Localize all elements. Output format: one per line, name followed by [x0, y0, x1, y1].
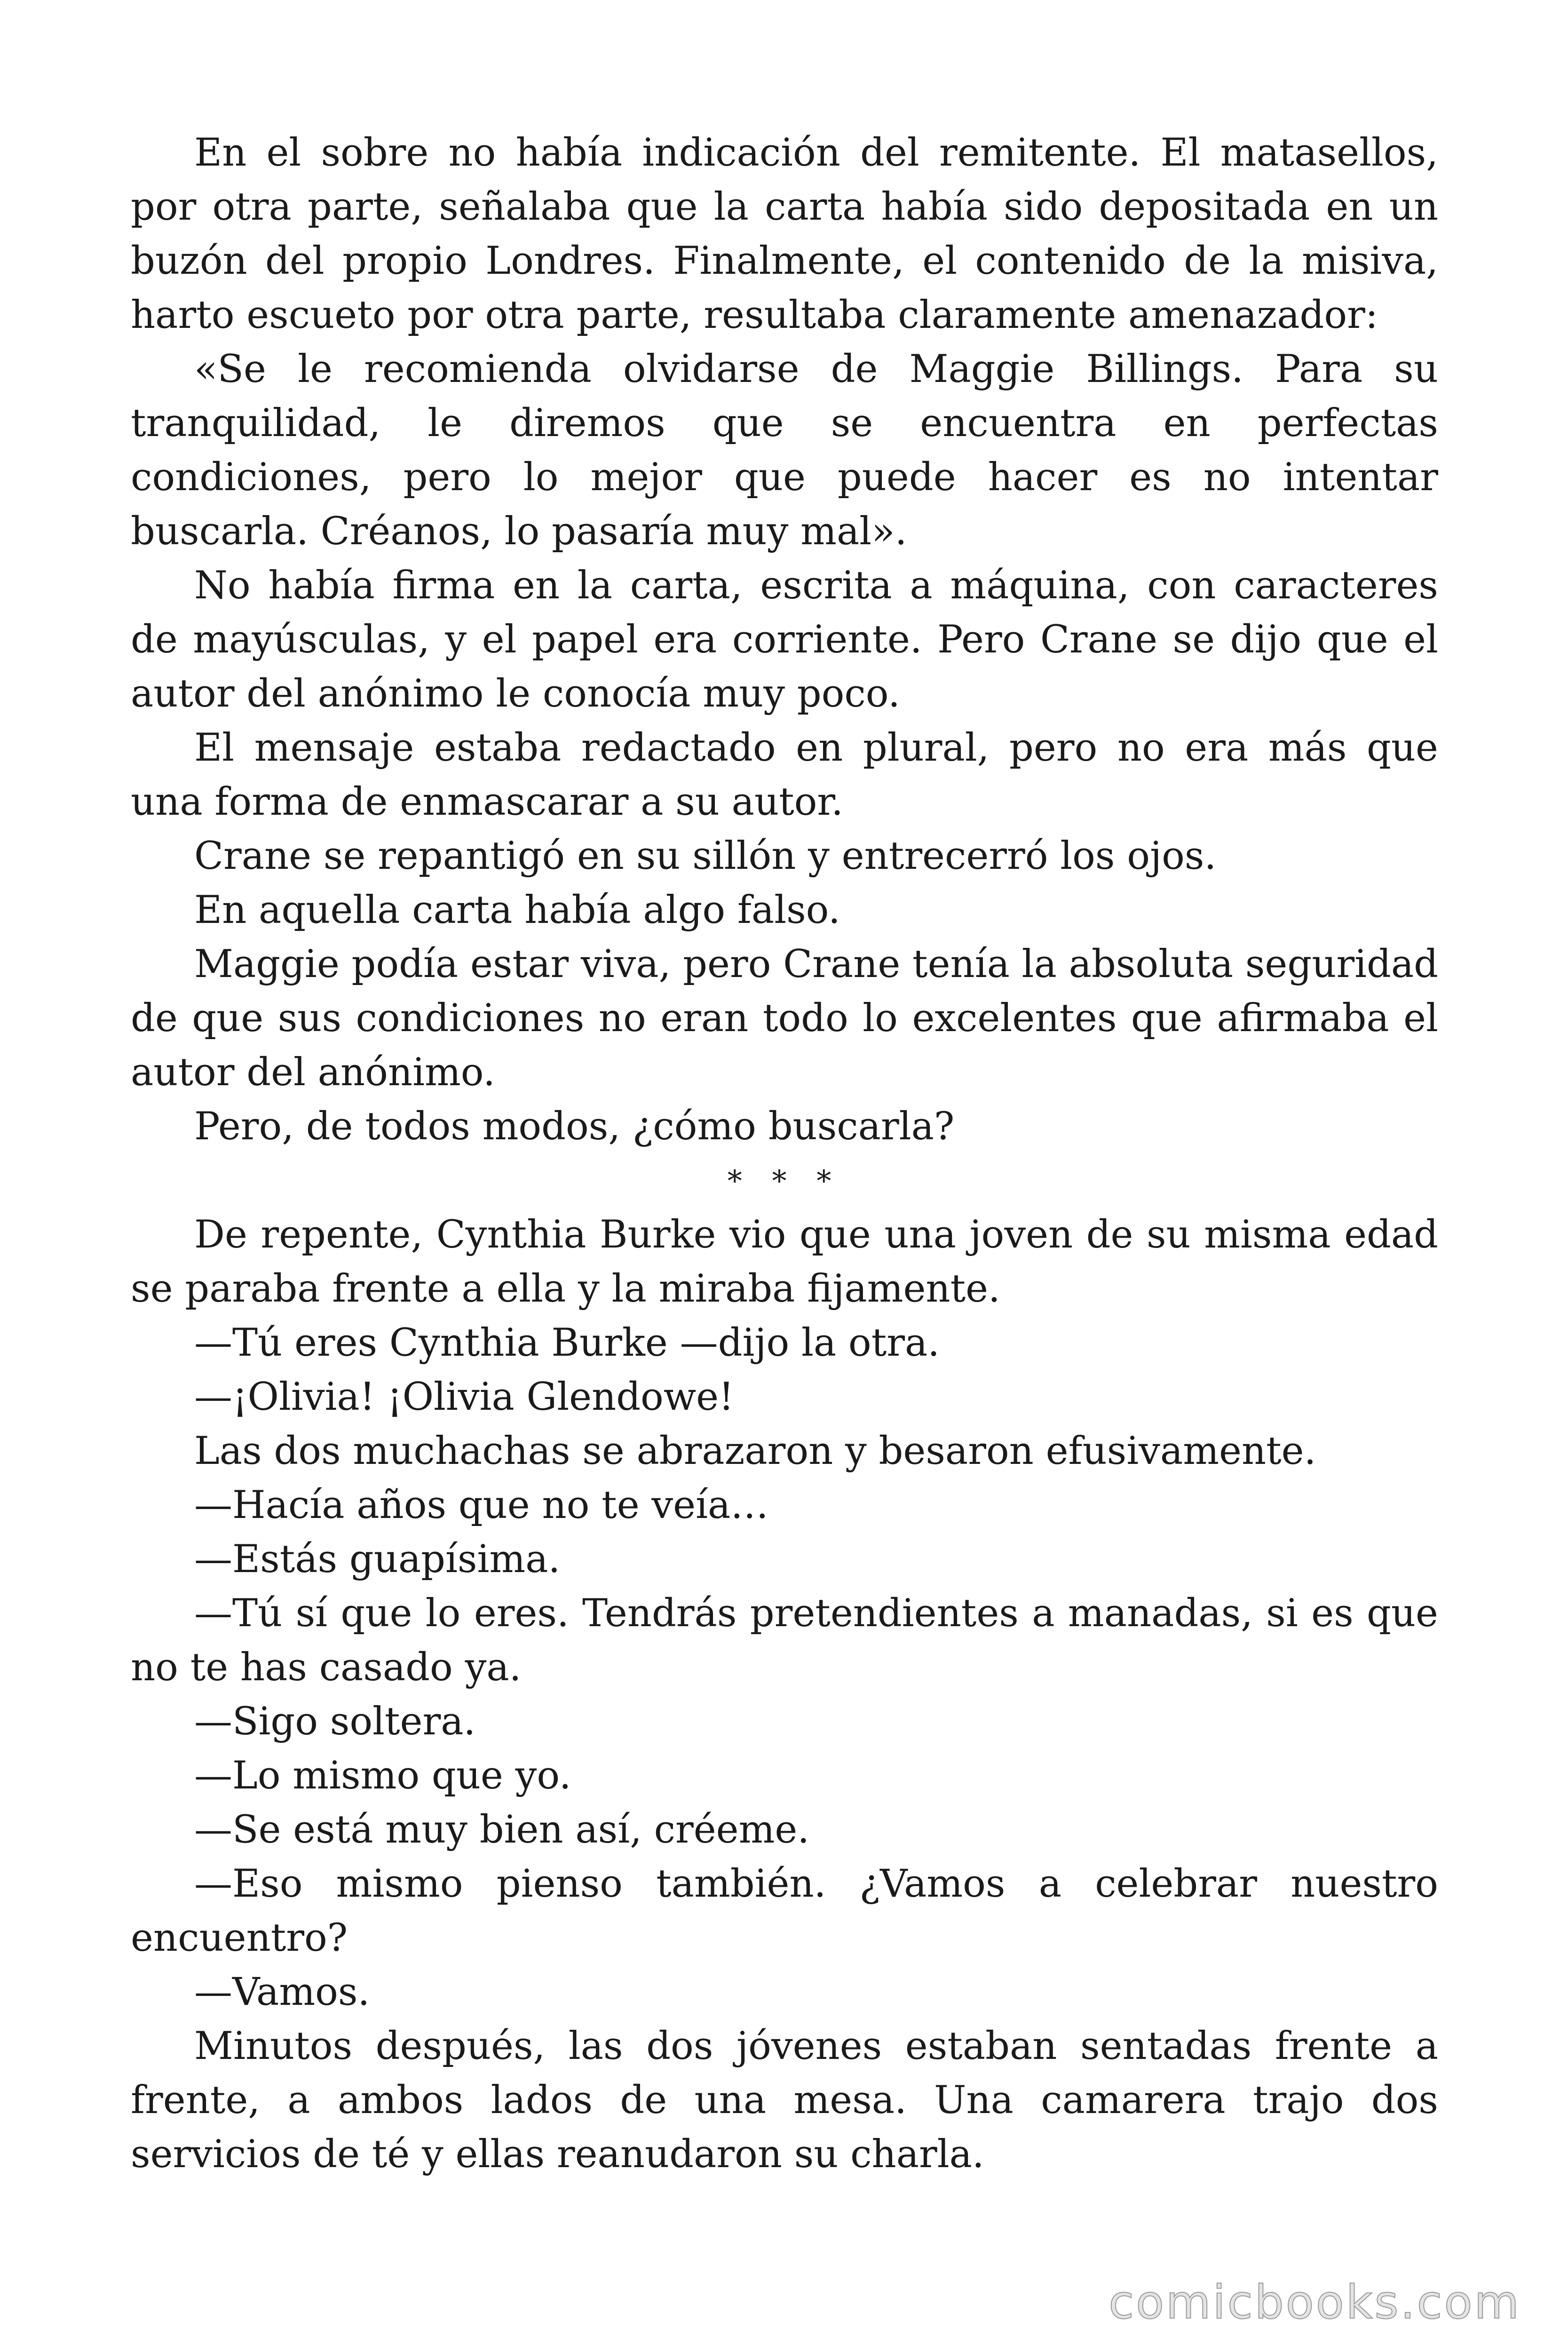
- scene-separator: * * *: [727, 1164, 842, 1198]
- watermark: comicbooks.com: [1109, 2276, 1521, 2329]
- dialogue-line: —¡Olivia! ¡Olivia Glendowe!: [194, 1375, 734, 1419]
- paragraph: Pero, de todos modos, ¿cómo buscarla?: [194, 1104, 955, 1149]
- dialogue-line: —Sigo soltera.: [194, 1700, 476, 1744]
- paragraph: Crane se repantigó en su sillón y entrecerró los ojos.: [194, 834, 1217, 878]
- dialogue-line: —Se está muy bien así, créeme.: [194, 1808, 810, 1852]
- paragraph: En aquella carta había algo falso.: [194, 888, 840, 932]
- paragraph: En el sobre no había indicación del remitente. El matasellos, por otra parte, señalaba que la carta había sido depositada en un buzón del propio Londres. Finalmente, el contenido de la misiva, harto escueto por otra parte, resultaba claramente amenazador:: [131, 131, 1438, 337]
- paragraph: El mensaje estaba redactado en plural, pero no era más que una forma de enmascarar a su autor.: [131, 726, 1438, 824]
- dialogue-line: —Estás guapísima.: [194, 1537, 561, 1581]
- dialogue-line: —Tú eres Cynthia Burke —dijo la otra.: [194, 1321, 940, 1365]
- paragraph: Las dos muchachas se abrazaron y besaron efusivamente.: [194, 1429, 1316, 1473]
- dialogue-line: —Vamos.: [194, 1970, 370, 2014]
- paragraph: «Se le recomienda olvidarse de Maggie Billings. Para su tranquilidad, le diremos que se encuentra en perfectas condiciones, pero lo mejor que puede hacer es no intentar buscarla. Créanos, lo pasaría muy mal».: [131, 347, 1438, 554]
- paragraph: De repente, Cynthia Burke vio que una joven de su misma edad se paraba frente a ella y la miraba fijamente.: [131, 1213, 1438, 1311]
- dialogue-line: —Tú sí que lo eres. Tendrás pretendientes a manadas, si es que no te has casado ya.: [131, 1591, 1438, 1690]
- dialogue-line: —Lo mismo que yo.: [194, 1754, 571, 1798]
- page-text: [131, 126, 1438, 2182]
- dialogue-line: —Hacía años que no te veía…: [194, 1483, 769, 1527]
- paragraph: No había firma en la carta, escrita a máquina, con caracteres de mayúsculas, y el papel era corriente. Pero Crane se dijo que el autor del anónimo le conocía muy poco.: [131, 564, 1438, 716]
- dialogue-line: —Eso mismo pienso también. ¿Vamos a celebrar nuestro encuentro?: [131, 1862, 1438, 1960]
- paragraph: Minutos después, las dos jóvenes estaban sentadas frente a frente, a ambos lados de una mesa. Una camarera trajo dos servicios de té y ellas reanudaron su charla.: [131, 2024, 1438, 2177]
- paragraph: Maggie podía estar viva, pero Crane tenía la absoluta seguridad de que sus condiciones no eran todo lo excelentes que afirmaba el autor del anónimo.: [131, 942, 1438, 1095]
